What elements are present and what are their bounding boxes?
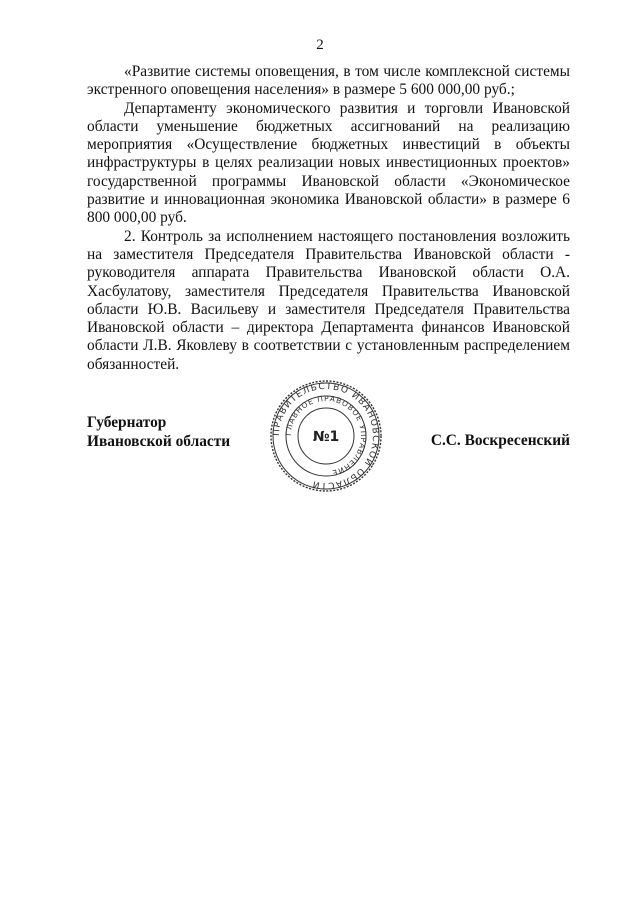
official-seal: [269, 379, 383, 493]
document-body: [87, 63, 570, 374]
paragraph-1: «Развитие системы оповещения, в том числе комплексной системы экстренного оповещения населения» в размере 5 600 000,00 руб.;: [87, 63, 570, 99]
seal-inner-text: ГЛАВНОЕ ПРАВОВОЕ УПРАВЛЕНИЕ: [283, 393, 369, 478]
seal-outer-text: ПРАВИТЕЛЬСТВО ИВАНОВСКОЙ ОБЛАСТИ: [271, 381, 381, 491]
signatory-position-line-2: Ивановской области: [87, 432, 231, 450]
signatory-name: С.С. Воскресенский: [430, 432, 570, 449]
seal-number: №1: [312, 429, 340, 445]
signatory-position-line-1: Губернатор: [87, 414, 167, 431]
page-number: 2: [316, 37, 324, 53]
paragraph-2: Департаменту экономического развития и торговли Ивановской области уменьшение бюджетных ассигнований на реализацию мероприятия «Осуществление бюджетных инвестиций в объекты инфраструктуры в целях реализации новых инвестиционных проектов» государственной программы Ивановской области «Экономическое развитие и инновационная экономика Ивановской области» в размере 6 800 000,00 руб.: [87, 99, 570, 227]
paragraph-3: 2. Контроль за исполнением настоящего постановления возложить на заместителя Председателя Правительства Ивановской области - руководителя аппарата Правительства Ивановской области О.А. Хасбулатову, заместителя Председателя Правительства Ивановской области Ю.В. Васильеву и заместителя Председателя Правительства Ивановской области – директора Департамента финансов Ивановской области Л.В. Яковлеву в соответствии с установленным распределением обязанностей.: [87, 227, 570, 373]
signatory-position: [87, 414, 230, 451]
